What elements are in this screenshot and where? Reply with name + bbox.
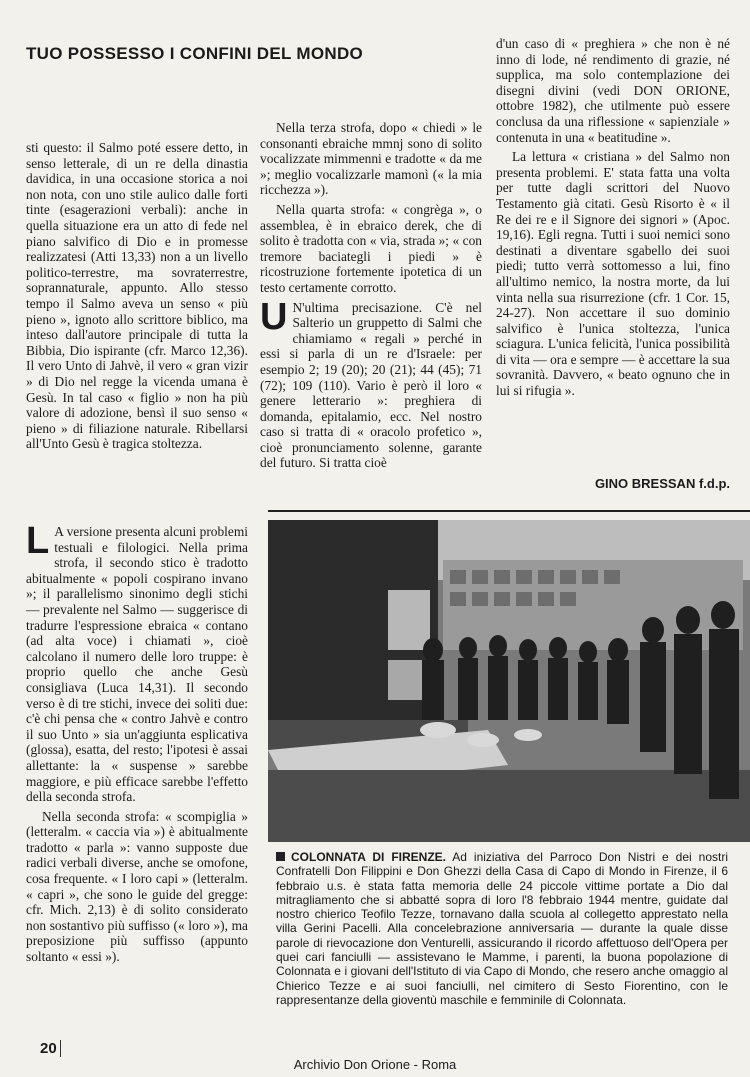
drop-cap-letter: U bbox=[260, 295, 288, 338]
column-2 bbox=[260, 120, 482, 475]
photo-caption bbox=[276, 850, 728, 1007]
column-1-bottom bbox=[26, 520, 248, 969]
photo-illustration bbox=[268, 520, 750, 842]
caption-bullet bbox=[276, 852, 285, 861]
section-divider bbox=[268, 510, 750, 512]
commemoration-photo bbox=[268, 520, 750, 842]
paragraph: sti questo: il Salmo poté essere detto, in senso letterale, di un re della dinastia davidica, in una occasione storica a noi non nota, con uno stile aulico dalle forti tinte (esagerazioni verbali): anche in quella situazione era un atto di fede nel piano salvifico di Dio e in promesse realizzatesi (Atti 13,33) non a un livello politico-terrestre, ma sovraterrestre, soprannaturale, appunto. Allo stesso tempo il Salmo aveva un senso « più pieno », ignoto allo scrittore biblico, ma inteso dall'autore principale di tutta la Bibbia, Dio ispirante (cfr. Marco 12,36). Il vero Unto di Jahvè, il vero « gran vizir » di Dio nel regge la vicenda umana è Gesù. In tal caso « figlio » non ha più valore di adozione, bensì il suo senso « pieno » di filiazione naturale. Ribellarsi all'Unto Gesù è tragica stoltezza. bbox=[26, 140, 248, 452]
paragraph-dropcap bbox=[260, 295, 482, 472]
caption-title: COLONNATA DI FIRENZE. bbox=[291, 850, 446, 864]
caption-text: Ad iniziativa del Parroco Don Nistri e dei nostri Confratelli Don Filippini e Don Ghezzi della Casa di Capo di Mondo in Firenze, il 6 febbraio u.s. è stata fatta memoria delle 24 piccole vittime portate a Dio dal mitragliamento che si abbatté sopra di loro l'8 febbraio 1944 mentre, guidate dal nostro chierico Teofilo Tezze, tornavano dalla scuola al collegetto apprestato nella villa Gerini Pacelli. Alla concelebrazione anniversaria — durante la quale disse parole di rievocazione don Venturelli, assicurando il ricordo affettuoso dell'Opera per quei cari fanciulli — assistevano le Mamme, i parenti, la buona popolazione di Colonnata e i giovani dell'Istituto di via Capo di Mondo, che resero anche omaggio al Chierico Tezze e ai suoi fanciulli, nel cimitero di Sesto Fiorentino, con le rappresentanze della gioventù maschile e femminile di Colonnata. bbox=[276, 850, 728, 1007]
paragraph-text: A versione presenta alcuni problemi testuali e filologici. Nella prima strofa, il secondo stico è tradotto abitualmente « popoli cospirano invano »; il parallelismo sinonimo degli stichi — prevalente nel Salmo — suggerisce di tradurre l'espressione ebraica « contano (ad alta voce) i chiamati », cioè calcolano il numero delle loro truppe: è proprio quello che anche Gesù consigliava (Luca 14,31). Il secondo verso è di tre stichi, invece dei soliti due: c'è chi pensa che « contro Jahvè e contro il suo Unto » sia un'aggiunta esplicativa (glossa), esatta, del resto; l'ipotesi è assai allettante: la « suspense » sarebbe maggiore, e più efficace sarebbe l'effetto della seconda strofa. bbox=[26, 524, 248, 805]
paragraph-dropcap bbox=[26, 520, 248, 805]
archive-watermark: Archivio Don Orione - Roma bbox=[293, 1057, 457, 1072]
paragraph-text: N'ultima precisazione. C'è nel Salterio un gruppetto di Salmi che chiamiamo « regali » perché in essi si parla di un re d'Israele: per esempio 2; 19 (20); 20 (21); 44 (45); 71 (72); 109 (110). Vario è però il loro « genere letterario »: preghiera di domanda, epitalamio, ecc. Nel nostro caso si tratta di « oracolo profetico », cioè pronunciamento solenne, garante del futuro. Si tratta cioè bbox=[260, 299, 482, 471]
paragraph: La lettura « cristiana » del Salmo non presenta problemi. E' stata fatta una volta per tutte dagli scrittori del Nuovo Testamento già citati. Gesù Risorto è « il Re dei re e il Signore dei signori » (Apoc. 19,16). Egli regna. Tutti i suoi nemici sono destinati a diventare sgabello dei suoi piedi; tutto verrà sottomesso a lui, fino all'ultimo nemico, la nostra morte, da lui vinta nella sua risurrezione (cfr. 1 Cor. 15, 24-27). Non accettare il suo dominio salvifico è l'unica stoltezza, l'unica sciagura. L'unica felicità, l'unica possibilità di vita — ora e sempre — è accettare la sua sovranità. Davvero, « beato ognuno che in lui si rifugia ». bbox=[496, 149, 730, 399]
drop-cap-letter: L bbox=[26, 520, 50, 562]
paragraph: Nella quarta strofa: « congrèga », o assemblea, è in ebraico derek, che di solito è tradotta con « via, strada »; « con tremore baciategli i piedi » è ricostruzione fortemente ipotetica di un testo certamente corrotto. bbox=[260, 201, 482, 295]
author-signature: GINO BRESSAN f.d.p. bbox=[594, 476, 730, 491]
paragraph: Nella terza strofa, dopo « chiedi » le consonanti ebraiche mmnj sono di solito vocalizzate mimmenni e tradotte « da me »; meglio vocalizzarle mamonì (« la mia ricchezza »). bbox=[260, 120, 482, 198]
page-title: TUO POSSESSO I CONFINI DEL MONDO bbox=[26, 44, 364, 63]
column-3 bbox=[496, 36, 730, 403]
page-number: 20 bbox=[40, 1040, 61, 1057]
paragraph: Nella seconda strofa: « scompiglia » (letteralm. « caccia via ») è abitualmente tradotto « parla »: vanno supposte due radici verbali diverse, anche se omofone, cosa frequente. « I loro capi » (letteralm. « capri », che sono le guide del gregge: cfr. Mich. 2,13) è di solito considerato non sostantivo più suffisso (« loro »), ma preposizione più suffisso (appunto soltanto « essi »). bbox=[26, 808, 248, 965]
column-1-top bbox=[26, 140, 248, 456]
paragraph: d'un caso di « preghiera » che non è né inno di lode, né rendimento di grazie, né supplica, ma solo contemplazione dei disegni divini (vedi DON ORIONE, ottobre 1982), che utilmente può essere conclusa da una riflessione « sapienziale » contenuta in una « beatitudine ». bbox=[496, 36, 730, 145]
